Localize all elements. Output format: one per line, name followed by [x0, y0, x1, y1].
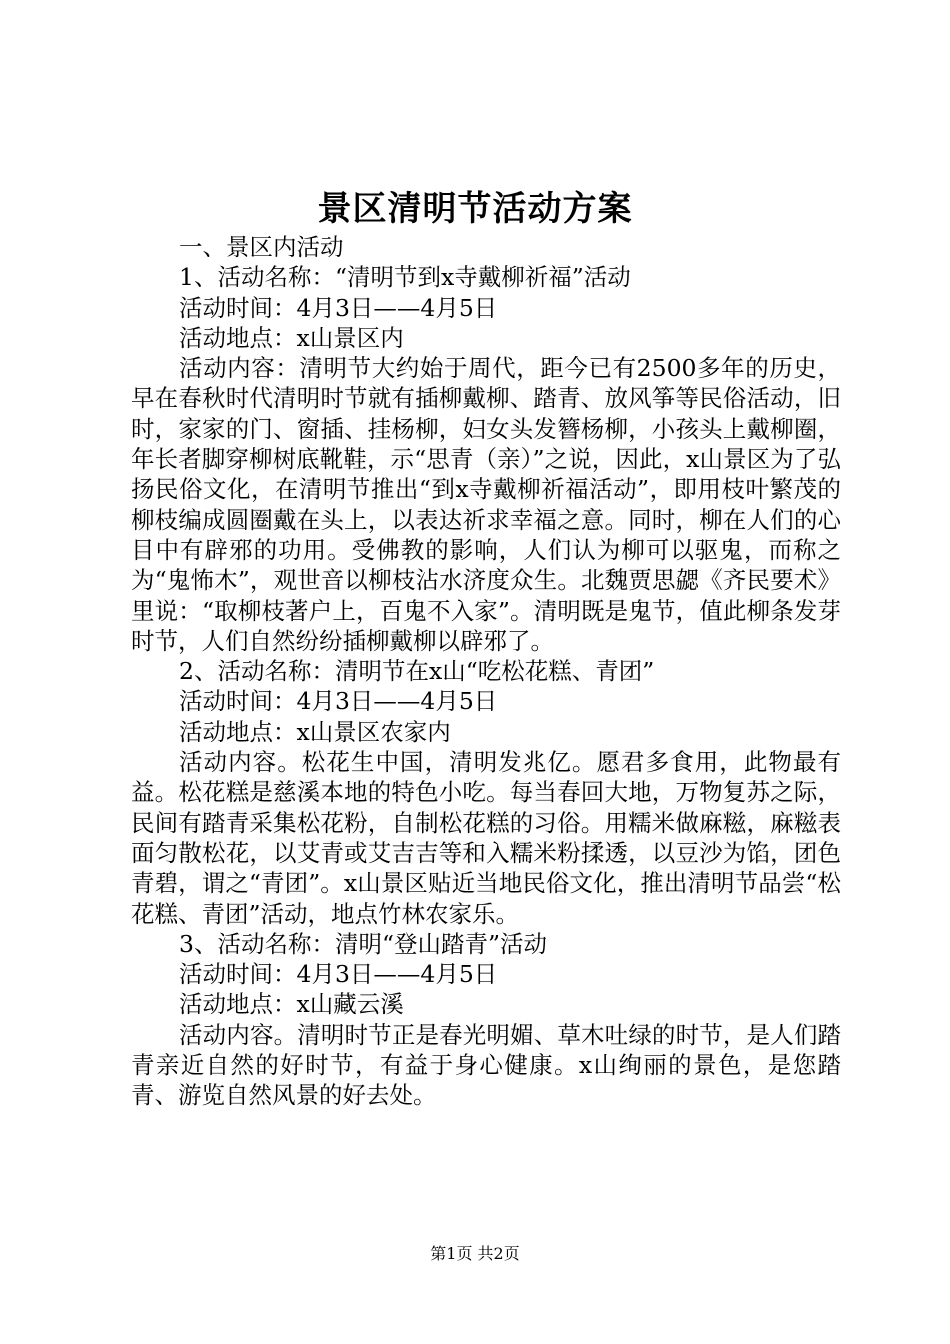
page-title: 景区清明节活动方案	[317, 189, 633, 229]
activity-2-content: 活动内容。松花生中国，清明发兆亿。愿君多食用，此物最有益。松花糕是慈溪本地的特色小吃。每当春回大地，万物复苏之际，民间有踏青采集松花粉，自制松花糕的习俗。用糯米做麻糍，麻糍表面匀散松花，以艾青或艾吉吉等和入糯米粉揉透，以豆沙为馅，团色青碧，谓之“青团”。x山景区贴近当地民俗文化，推出清明节品尝“松花糕、青团”活动，地点竹林农家乐。	[131, 748, 841, 928]
activity-2-time: 活动时间：4月3日——4月5日	[179, 687, 498, 716]
activity-3-name: 3、活动名称：清明“登山踏青”活动	[179, 929, 547, 958]
activity-1-name: 1、活动名称：“清明节到x寺戴柳祈福”活动	[179, 263, 631, 292]
page-footer: 第1页 共2页	[430, 1244, 520, 1263]
activity-1-place: 活动地点：x山景区内	[179, 323, 404, 352]
activity-1-time: 活动时间：4月3日——4月5日	[179, 293, 498, 322]
document-body	[131, 232, 841, 1111]
activity-3-time: 活动时间：4月3日——4月5日	[179, 960, 498, 989]
activity-3-place: 活动地点：x山藏云溪	[179, 990, 404, 1019]
activity-1-content: 活动内容：清明节大约始于周代，距今已有2500多年的历史，早在春秋时代清明时节就有插柳戴柳、踏青、放风筝等民俗活动，旧时，家家的门、窗插、挂杨柳，妇女头发簪杨柳，小孩头上戴柳圈，年长者脚穿柳树底靴鞋，示“思青（亲）”之说，因此，x山景区为了弘扬民俗文化，在清明节推出“到x寺戴柳祈福活动”，即用枝叶繁茂的柳枝编成圆圈戴在头上，以表达祈求幸福之意。同时，柳在人们的心目中有辟邪的功用。受佛教的影响，人们认为柳可以驱鬼，而称之为“鬼怖木”，观世音以柳枝沾水济度众生。北魏贾思勰《齐民要术》里说：“取柳枝著户上，百鬼不入家”。清明既是鬼节，值此柳条发芽时节，人们自然纷纷插柳戴柳以辟邪了。	[131, 354, 841, 655]
activity-2-place: 活动地点：x山景区农家内	[179, 717, 451, 746]
activity-2-name: 2、活动名称：清明节在x山“吃松花糕、青团”	[179, 657, 655, 686]
section-heading: 一、景区内活动	[179, 233, 344, 261]
activity-3-content: 活动内容。清明时节正是春光明媚、草木吐绿的时节，是人们踏青亲近自然的好时节，有益于身心健康。x山绚丽的景色，是您踏青、游览自然风景的好去处。	[131, 1020, 841, 1110]
